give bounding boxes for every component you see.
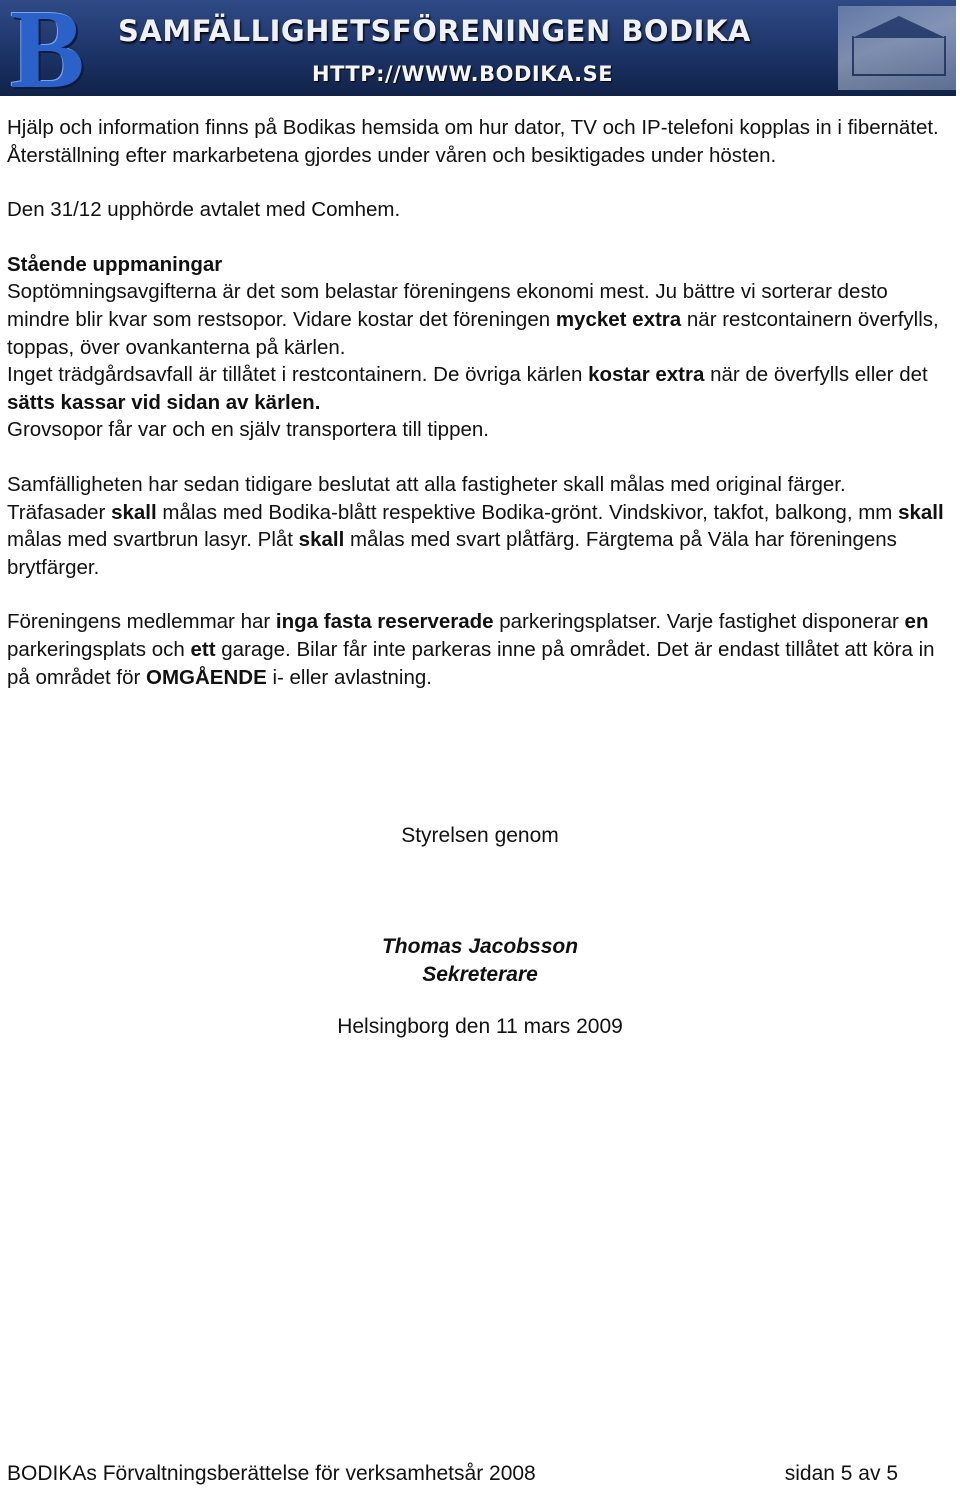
emphasis-span: inga fasta reserverade	[275, 610, 494, 634]
paragraph-parking	[7, 608, 947, 691]
text-span: målas med svartbrun lasyr. Plåt	[7, 528, 299, 552]
emphasis-span: kostar extra	[588, 363, 705, 387]
signer-name: Thomas Jacobsson	[381, 935, 579, 958]
text-span: i- eller avlastning.	[266, 665, 432, 689]
text-span: Inget trädgårdsavfall är tillåtet i restcontainern. De övriga kärlen	[7, 363, 589, 387]
paragraph-garden-waste	[7, 361, 947, 416]
text-span: när de överfylls eller det	[704, 363, 928, 387]
emphasis-span: ett	[190, 637, 216, 661]
house-sketch-image	[838, 6, 956, 90]
emphasis-span: OMGÅENDE	[146, 665, 267, 689]
footer-document-title: BODIKAs Förvaltningsberättelse för verksamhetsår 2008	[7, 1462, 536, 1485]
paragraph-fiber-info: Hjälp och information finns på Bodikas hemsida om hur dator, TV och IP-telefoni kopplas in i fibernätet. Återställning efter markarbetena gjordes under våren och besiktigades under hösten.	[7, 116, 939, 167]
place-date: Helsingborg den 11 mars 2009	[337, 1015, 623, 1038]
text-span: Soptömningsavgifterna är det som belastar föreningens ekonomi mest. Ju bättre vi sorterar desto mindre blir kvar som restsopor. Vidare kostar det föreningen	[7, 280, 888, 331]
paragraph-bulky-waste: Grovsopor får var och en själv transportera till tippen.	[7, 418, 489, 442]
banner-title: SAMFÄLLIGHETSFÖRENINGEN BODIKA	[118, 14, 751, 48]
emphasis-span: mycket extra	[555, 307, 682, 331]
text-span: Samfälligheten har sedan tidigare beslutat att alla fastigheter skall målas med original färger. Träfasader	[7, 472, 846, 524]
emphasis-span: sätts kassar vid sidan av kärlen	[7, 390, 315, 414]
banner-url: HTTP://WWW.BODIKA.SE	[312, 62, 614, 86]
text-span: .	[314, 390, 321, 414]
text-span: Föreningens medlemmar har	[7, 610, 276, 634]
emphasis-span: en	[904, 610, 929, 634]
emphasis-span: skall	[898, 500, 944, 524]
footer-page-number: sidan 5 av 5	[784, 1462, 898, 1485]
text-span: målas med svart plåtfärg. Färgtema på Väla har föreningens brytfärger.	[7, 528, 897, 579]
closing-line: Styrelsen genom	[401, 824, 559, 847]
text-span: när restcontainern överfylls, toppas, över ovankanterna på kärlen.	[7, 307, 939, 359]
paragraph-paint-colors	[7, 471, 947, 581]
emphasis-span: skall	[298, 528, 345, 552]
logo-letter: B	[10, 0, 85, 96]
text-span: målas med Bodika-blått respektive Bodika-grönt. Vindskivor, takfot, balkong, mm	[156, 500, 899, 524]
page-footer	[7, 1462, 898, 1486]
document-body	[7, 114, 947, 691]
text-span: parkeringsplats och	[7, 637, 191, 661]
text-span: parkeringsplatser. Varje fastighet disponerar	[493, 610, 905, 634]
emphasis-span: skall	[111, 500, 157, 524]
paragraph-waste-fees	[7, 278, 947, 361]
signer-title: Sekreterare	[422, 963, 538, 986]
header-banner	[0, 0, 956, 96]
section-heading: Stående uppmaningar	[7, 252, 223, 276]
text-span: garage. Bilar får inte parkeras inne på området. Det är endast tillåtet att köra in på området för	[7, 637, 935, 689]
paragraph-comhem: Den 31/12 upphörde avtalet med Comhem.	[7, 198, 401, 222]
